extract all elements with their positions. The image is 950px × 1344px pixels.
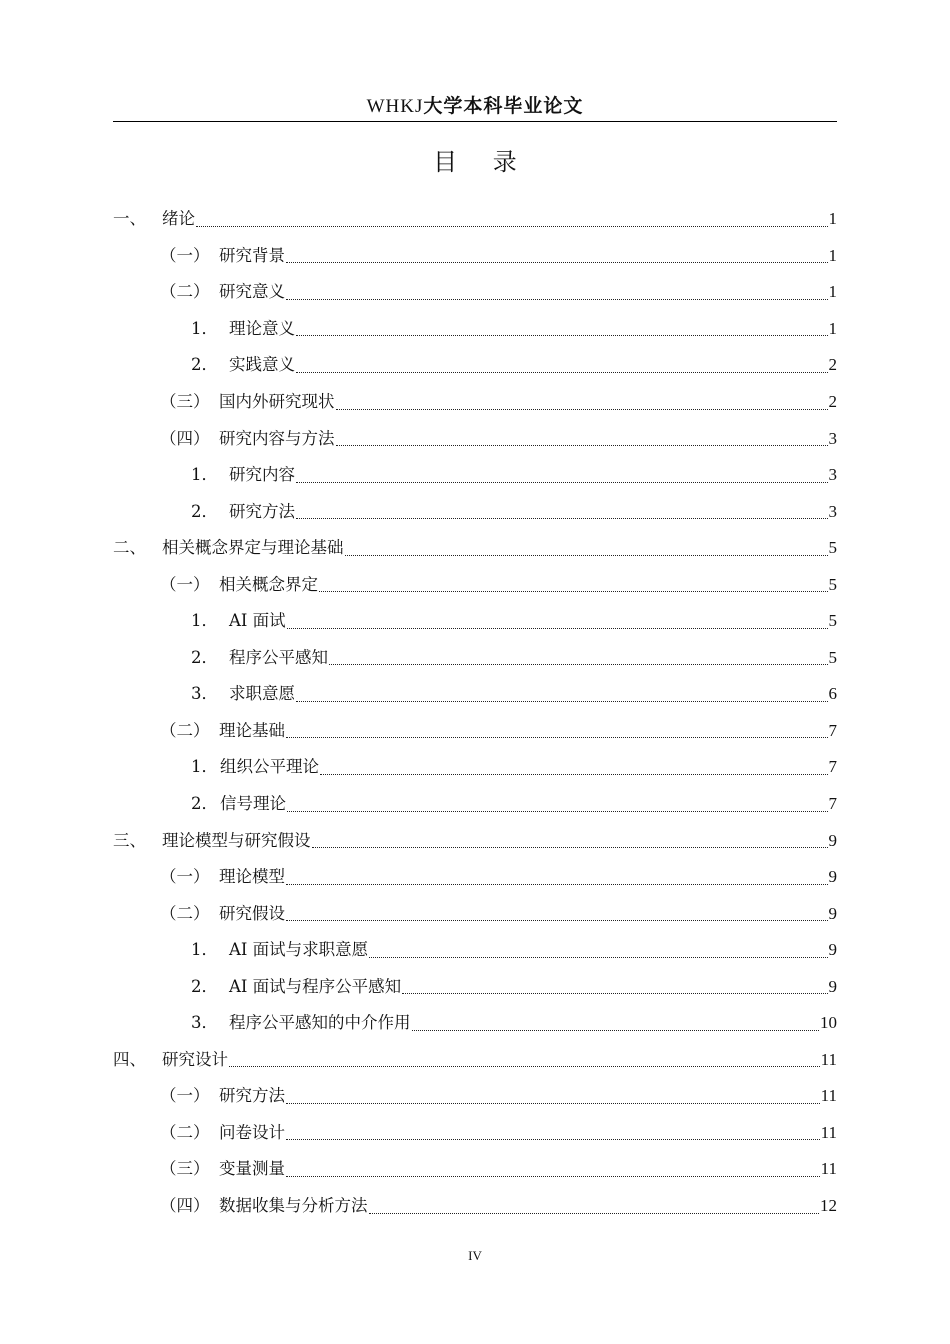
toc-entry-label: 组织公平理论	[220, 757, 319, 777]
toc-entry-number: 1．	[191, 940, 218, 960]
toc-entry-label: 相关概念界定	[219, 574, 318, 594]
toc-dot-leader	[345, 555, 828, 556]
table-of-contents	[113, 201, 837, 1224]
toc-entry[interactable]	[113, 238, 837, 275]
toc-dot-leader	[229, 1066, 820, 1067]
toc-entry-label: 研究背景	[219, 245, 285, 265]
header-cjk-text: 大学本科毕业论文	[423, 95, 584, 117]
toc-entry-number: （四）	[160, 1196, 210, 1216]
toc-entry[interactable]	[113, 859, 837, 896]
toc-dot-leader	[287, 628, 828, 629]
toc-entry-number: 1．	[191, 318, 218, 338]
toc-dot-leader	[286, 1103, 820, 1104]
toc-dot-leader	[320, 774, 828, 775]
toc-entry[interactable]	[113, 201, 837, 238]
toc-dot-leader	[286, 299, 828, 300]
running-header	[113, 93, 837, 122]
toc-entry-page: 2	[828, 392, 837, 411]
toc-entry-page: 5	[828, 647, 837, 667]
toc-entry-page: 11	[820, 1086, 837, 1106]
toc-dot-leader	[286, 884, 828, 885]
toc-dot-leader	[402, 993, 827, 994]
toc-entry-number: （一）	[160, 1086, 210, 1106]
toc-entry[interactable]	[113, 493, 837, 530]
toc-entry[interactable]	[113, 1042, 837, 1079]
toc-dot-leader	[296, 482, 828, 483]
toc-entry-number: 2．	[191, 501, 218, 521]
toc-entry-label: 理论基础	[219, 720, 285, 740]
toc-entry-page: 12	[820, 1196, 837, 1216]
toc-dot-leader	[336, 445, 828, 446]
toc-entry-page: 11	[820, 1122, 837, 1142]
toc-entry[interactable]	[113, 932, 837, 969]
toc-dot-leader	[286, 920, 828, 921]
toc-entry-label: 研究意义	[219, 282, 285, 302]
toc-dot-leader	[287, 811, 828, 812]
toc-entry-page: 5	[828, 611, 837, 631]
toc-entry-label: 实践意义	[229, 355, 295, 375]
toc-entry-page: 3	[828, 465, 837, 485]
toc-entry-label: 绪论	[162, 209, 195, 229]
toc-entry-page: 6	[828, 684, 837, 704]
toc-entry-number: （一）	[160, 867, 210, 887]
toc-entry-label: 信号理论	[220, 794, 286, 814]
toc-entry[interactable]	[113, 603, 837, 640]
page-title: 目 录	[433, 148, 531, 176]
toc-entry-number: （三）	[160, 392, 210, 411]
toc-dot-leader	[312, 847, 828, 848]
toc-dot-leader	[296, 372, 828, 373]
toc-entry-number: 1．	[191, 465, 218, 485]
toc-entry[interactable]	[113, 1115, 837, 1152]
toc-entry-label: 研究方法	[229, 501, 295, 521]
toc-entry-label: 求职意愿	[229, 684, 295, 704]
toc-dot-leader	[329, 664, 828, 665]
toc-entry[interactable]	[113, 384, 837, 421]
toc-entry[interactable]	[113, 1151, 837, 1188]
toc-entry[interactable]	[113, 1005, 837, 1042]
toc-entry-label: 理论意义	[229, 318, 295, 338]
toc-entry-number: 2．	[191, 794, 218, 814]
toc-entry-page: 1	[828, 282, 837, 302]
toc-entry-label: AI 面试	[229, 611, 286, 631]
toc-entry-number: 3．	[191, 1013, 218, 1033]
page-number: IV	[468, 1248, 482, 1263]
toc-entry-page: 11	[820, 1049, 837, 1069]
toc-entry-number: 三、	[113, 830, 146, 850]
toc-dot-leader	[196, 226, 828, 227]
toc-dot-leader	[369, 1213, 820, 1214]
toc-dot-leader	[286, 1139, 820, 1140]
toc-entry-number: 一、	[113, 209, 146, 229]
header-latin-text: WHKJ	[366, 96, 424, 117]
toc-entry-page: 1	[828, 209, 837, 229]
toc-entry-number: 2．	[191, 355, 218, 375]
toc-entry-label: 程序公平感知	[229, 647, 328, 667]
toc-entry[interactable]	[113, 895, 837, 932]
toc-entry-number: （一）	[160, 574, 210, 594]
toc-entry[interactable]	[113, 347, 837, 384]
toc-entry-number: 2．	[191, 976, 218, 996]
toc-entry-page: 9	[828, 940, 837, 960]
toc-dot-leader	[286, 737, 828, 738]
toc-entry[interactable]	[113, 420, 837, 457]
toc-entry-label: 数据收集与分析方法	[219, 1196, 368, 1216]
toc-entry[interactable]	[113, 822, 837, 859]
toc-entry-label: 问卷设计	[219, 1122, 285, 1142]
toc-entry[interactable]	[113, 566, 837, 603]
toc-entry-page: 7	[828, 720, 837, 740]
toc-entry-page: 11	[820, 1159, 837, 1179]
toc-entry[interactable]	[113, 1078, 837, 1115]
toc-entry-number: 1．	[191, 611, 218, 631]
toc-entry[interactable]	[113, 311, 837, 348]
toc-entry-page: 3	[828, 501, 837, 521]
toc-entry-page: 9	[828, 976, 837, 996]
toc-entry-label: 研究内容	[229, 465, 295, 485]
toc-dot-leader	[296, 335, 828, 336]
toc-entry-number: （三）	[160, 1159, 210, 1179]
toc-dot-leader	[286, 262, 828, 263]
toc-entry-label: 理论模型	[219, 867, 285, 887]
toc-entry[interactable]	[113, 530, 837, 567]
toc-entry-page: 9	[828, 867, 837, 887]
toc-dot-leader	[369, 957, 827, 958]
toc-entry-page: 1	[828, 245, 837, 265]
toc-entry[interactable]	[113, 749, 837, 786]
toc-entry-page: 1	[828, 318, 837, 338]
toc-entry-label: 研究方法	[219, 1086, 285, 1106]
toc-entry[interactable]	[113, 968, 837, 1005]
toc-entry-number: 二、	[113, 538, 146, 558]
toc-dot-leader	[412, 1030, 820, 1031]
toc-entry[interactable]	[113, 1188, 837, 1225]
toc-dot-leader	[319, 591, 828, 592]
toc-entry-page: 5	[828, 574, 837, 594]
toc-entry-number: （二）	[160, 1122, 210, 1142]
toc-entry-number: （四）	[160, 428, 210, 448]
toc-entry[interactable]	[113, 676, 837, 713]
toc-entry-number: 3．	[191, 684, 218, 704]
toc-entry[interactable]	[113, 640, 837, 677]
toc-entry-label: 程序公平感知的中介作用	[229, 1013, 411, 1033]
toc-entry[interactable]	[113, 274, 837, 311]
toc-entry-number: （二）	[160, 282, 210, 302]
toc-entry-number: （二）	[160, 903, 210, 923]
toc-entry[interactable]	[113, 457, 837, 494]
toc-entry-label: 研究假设	[219, 903, 285, 923]
toc-entry-label: 变量测量	[219, 1159, 285, 1179]
toc-entry-page: 5	[828, 538, 837, 558]
toc-entry-label: 理论模型与研究假设	[162, 830, 311, 850]
toc-dot-leader	[296, 701, 828, 702]
toc-entry[interactable]	[113, 786, 837, 823]
toc-entry-page: 7	[828, 794, 837, 814]
toc-entry-page: 10	[820, 1013, 837, 1033]
toc-entry-page: 9	[828, 903, 837, 923]
toc-entry-label: 国内外研究现状	[219, 392, 335, 411]
toc-entry-page: 3	[828, 428, 837, 448]
toc-entry-page: 9	[828, 830, 837, 850]
toc-dot-leader	[296, 518, 828, 519]
toc-entry[interactable]	[113, 713, 837, 750]
toc-entry-number: 四、	[113, 1049, 146, 1069]
toc-entry-number: 1．	[191, 757, 218, 777]
toc-entry-label: 研究设计	[162, 1049, 228, 1069]
toc-entry-page: 7	[828, 757, 837, 777]
toc-dot-leader	[286, 1176, 820, 1177]
toc-entry-number: （一）	[160, 245, 210, 265]
toc-entry-label: AI 面试与程序公平感知	[229, 976, 402, 996]
toc-dot-leader	[336, 409, 828, 410]
toc-entry-page: 2	[828, 355, 837, 375]
toc-entry-number: 2．	[191, 647, 218, 667]
toc-entry-label: 相关概念界定与理论基础	[162, 538, 344, 558]
toc-entry-label: AI 面试与求职意愿	[229, 940, 369, 960]
toc-entry-label: 研究内容与方法	[219, 428, 335, 448]
toc-entry-number: （二）	[160, 720, 210, 740]
